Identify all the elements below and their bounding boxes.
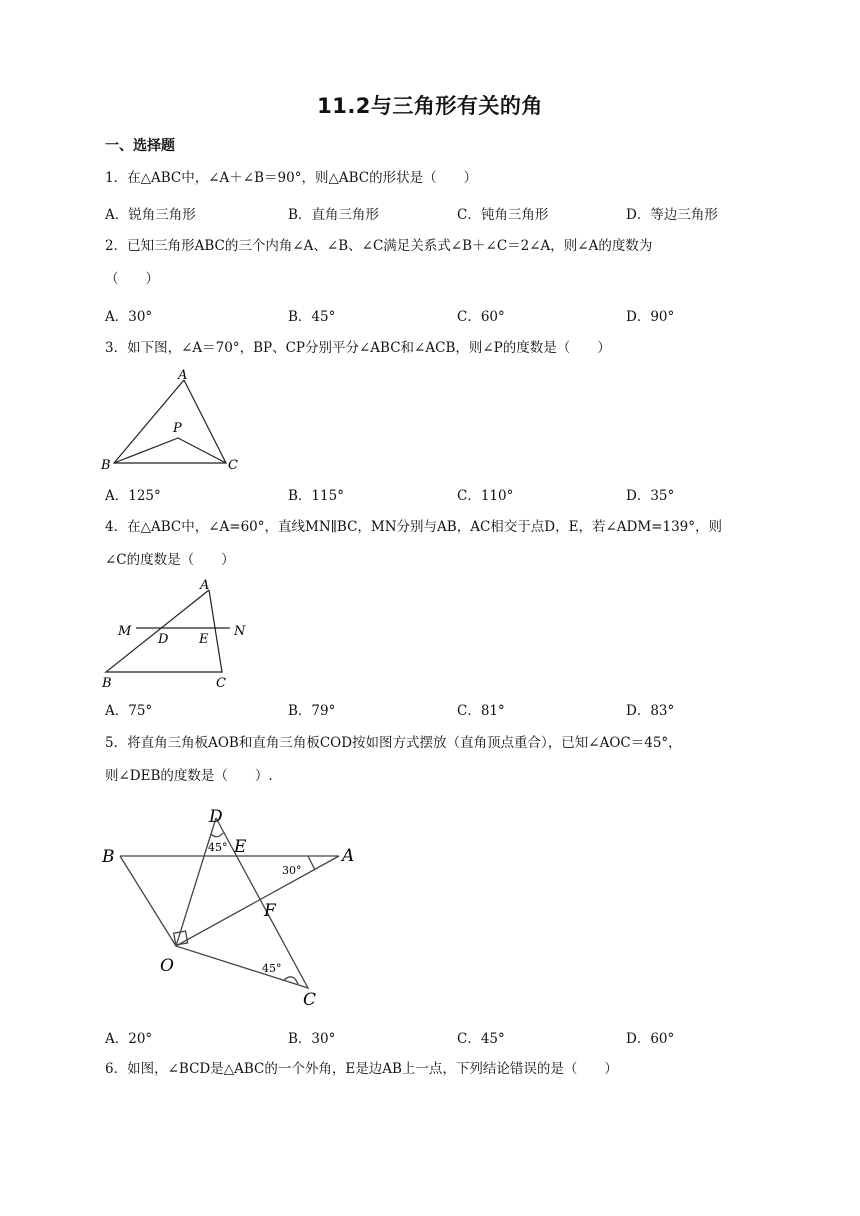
option-b: B．45° xyxy=(288,309,336,325)
question-5-text: 5．将直角三角板AOB和直角三角板COD按如图方式摆放（直角顶点重合），已知∠AOC＝45°， xyxy=(105,735,682,751)
label-d: D xyxy=(158,632,169,647)
question-3-figure xyxy=(98,362,248,474)
label-e: E xyxy=(199,632,209,647)
label-e: E xyxy=(234,837,247,857)
label-p: P xyxy=(173,421,182,436)
question-4-options xyxy=(105,699,745,717)
option-a: A．75° xyxy=(105,703,153,719)
question-2-text: 2．已知三角形ABC的三个内角∠A、∠B、∠C满足关系式∠B＋∠C＝2∠A，则∠A的度数为 xyxy=(105,238,653,254)
page-title: 11.2与三角形有关的角 xyxy=(317,94,543,118)
question-6-text: 6．如图，∠BCD是△ABC的一个外角，E是边AB上一点，下列结论错误的是（ ） xyxy=(105,1061,618,1077)
question-3-options xyxy=(105,484,745,502)
option-a: A．30° xyxy=(105,309,153,325)
option-b: B．直角三角形 xyxy=(288,207,379,223)
angle-label-c: 45° xyxy=(262,962,282,975)
question-5-options xyxy=(105,1027,745,1045)
option-b: B．115° xyxy=(288,488,344,504)
label-b: B xyxy=(102,847,115,867)
question-3-text: 3．如下图，∠A＝70°，BP、CP分别平分∠ABC和∠ACB，则∠P的度数是（ ） xyxy=(105,340,611,356)
label-o: O xyxy=(160,956,174,976)
question-1-text: 1．在△ABC中，∠A＋∠B＝90°，则△ABC的形状是（ ） xyxy=(105,170,478,186)
option-c: C．钝角三角形 xyxy=(457,207,549,223)
section-heading: 一、选择题 xyxy=(105,138,175,154)
option-c: C．110° xyxy=(457,488,514,504)
option-c: C．81° xyxy=(457,703,505,719)
label-c: C xyxy=(216,676,226,691)
label-a: A xyxy=(178,368,188,383)
label-c: C xyxy=(303,990,317,1010)
option-b: B．30° xyxy=(288,1031,336,1047)
option-c: C．45° xyxy=(457,1031,505,1047)
label-n: N xyxy=(234,624,246,639)
option-a: A．20° xyxy=(105,1031,153,1047)
question-5-text-cont: 则∠DEB的度数是（ ）. xyxy=(105,768,273,784)
label-b: B xyxy=(101,458,111,473)
option-d: D．90° xyxy=(626,309,675,325)
label-f: F xyxy=(264,901,276,921)
question-4-text: 4．在△ABC中，∠A=60°，直线MN∥BC，MN分别与AB，AC相交于点D，E，若∠ADM=139°，则 xyxy=(105,519,722,535)
question-2-options xyxy=(105,305,745,323)
label-d: D xyxy=(209,807,223,827)
option-d: D．60° xyxy=(626,1031,675,1047)
label-a: A xyxy=(342,846,355,866)
option-d: D．等边三角形 xyxy=(626,207,718,223)
label-b: B xyxy=(102,676,112,691)
question-2-text-cont: （ ） xyxy=(105,271,159,287)
question-4-text-cont: ∠C的度数是（ ） xyxy=(105,552,235,568)
question-5-figure xyxy=(98,800,368,1012)
option-a: A．125° xyxy=(105,488,161,504)
angle-label-d: 45° xyxy=(208,841,228,854)
question-4-figure xyxy=(98,574,258,692)
label-a: A xyxy=(200,578,210,593)
label-c: C xyxy=(228,458,238,473)
option-d: D．35° xyxy=(626,488,675,504)
option-d: D．83° xyxy=(626,703,675,719)
label-m: M xyxy=(118,624,132,639)
angle-label-a: 30° xyxy=(282,864,302,877)
option-c: C．60° xyxy=(457,309,505,325)
question-1-options xyxy=(105,203,745,221)
option-b: B．79° xyxy=(288,703,336,719)
option-a: A．锐角三角形 xyxy=(105,207,196,223)
